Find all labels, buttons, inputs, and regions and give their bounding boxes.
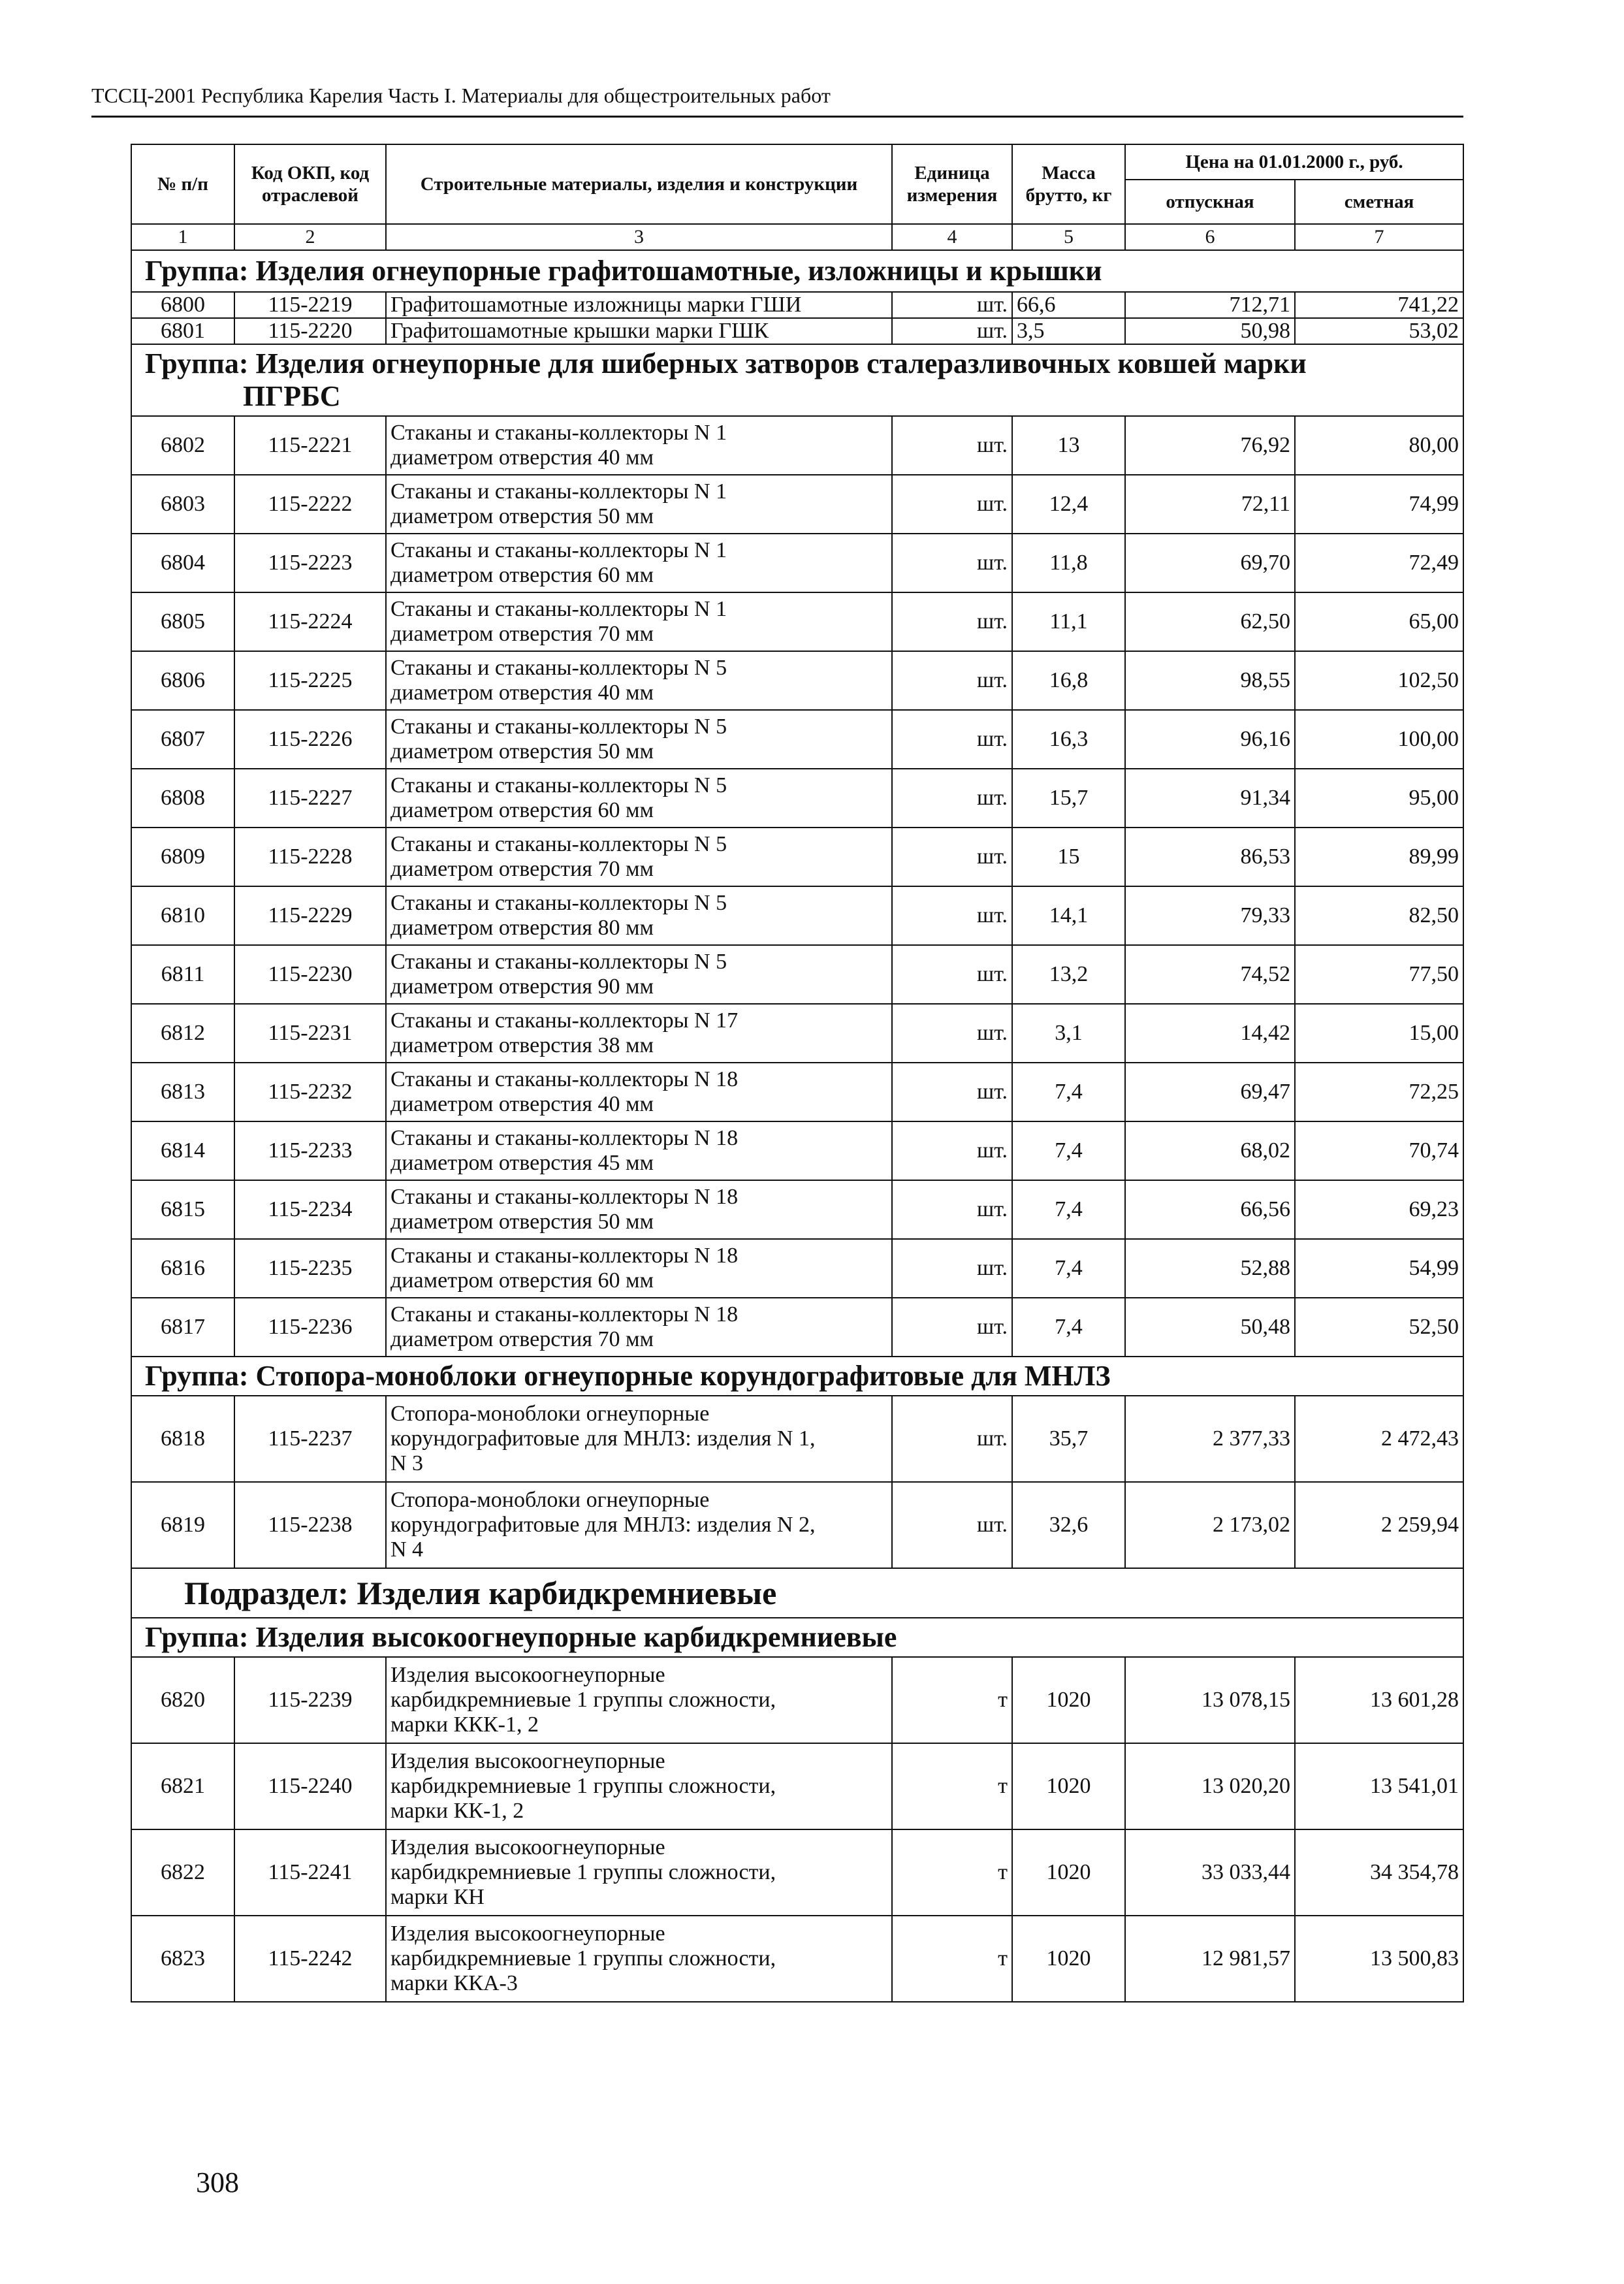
- name-line: Стаканы и стаканы-коллекторы N 1: [390, 538, 727, 562]
- cell-kod: 115-2230: [234, 945, 386, 1004]
- cell-unit: шт.: [892, 1239, 1012, 1298]
- cell-unit: шт.: [892, 1063, 1012, 1121]
- name-line: Стаканы и стаканы-коллекторы N 5: [390, 950, 727, 974]
- cell-smet: 13 601,28: [1295, 1657, 1463, 1743]
- cell-kod: 115-2232: [234, 1063, 386, 1121]
- header-otp: отпускная: [1125, 180, 1295, 224]
- cell-kod: 115-2241: [234, 1829, 386, 1916]
- cell-mass: 15,7: [1012, 769, 1125, 828]
- table-row: [131, 592, 1463, 651]
- cell-name: [386, 828, 892, 886]
- cell-name: [386, 769, 892, 828]
- colnum: 6: [1125, 224, 1295, 250]
- cell-kod: 115-2237: [234, 1396, 386, 1482]
- cell-mass: 7,4: [1012, 1239, 1125, 1298]
- cell-n: 6811: [131, 945, 234, 1004]
- colnum: 3: [386, 224, 892, 250]
- name-line: корундографитовые для МНЛЗ: изделия N 2,: [390, 1513, 816, 1537]
- cell-name: [386, 1063, 892, 1121]
- cell-name: [386, 1239, 892, 1298]
- cell-name: [386, 1657, 892, 1743]
- table-row: [131, 1121, 1463, 1180]
- table-row: [131, 828, 1463, 886]
- cell-n: 6805: [131, 592, 234, 651]
- cell-otp: 2 173,02: [1125, 1482, 1295, 1568]
- cell-kod: 115-2223: [234, 534, 386, 592]
- name-line: диаметром отверстия 60 мм: [390, 1268, 654, 1293]
- cell-smet: 82,50: [1295, 886, 1463, 945]
- name-line: Стаканы и стаканы-коллекторы N 18: [390, 1244, 739, 1268]
- name-line: диаметром отверстия 40 мм: [390, 1092, 654, 1116]
- name-line: корундографитовые для МНЛЗ: изделия N 1,: [390, 1426, 816, 1451]
- cell-unit: шт.: [892, 534, 1012, 592]
- cell-otp: 79,33: [1125, 886, 1295, 945]
- cell-unit: шт.: [892, 886, 1012, 945]
- cell-name: [386, 1829, 892, 1916]
- cell-mass: 15: [1012, 828, 1125, 886]
- cell-n: 6816: [131, 1239, 234, 1298]
- name-line: диаметром отверстия 50 мм: [390, 504, 654, 528]
- name-line: Стаканы и стаканы-коллекторы N 5: [390, 773, 727, 797]
- name-line: Изделия высокоогнеупорные: [390, 1922, 665, 1946]
- cell-mass: 1020: [1012, 1743, 1125, 1829]
- price-table: [131, 144, 1464, 2003]
- name-line: Стаканы и стаканы-коллекторы N 18: [390, 1185, 739, 1209]
- cell-name: Графитошамотные крышки марки ГШК: [386, 318, 892, 344]
- cell-n: 6814: [131, 1121, 234, 1180]
- colnum: 7: [1295, 224, 1463, 250]
- cell-name: [386, 1298, 892, 1357]
- table-row: [131, 769, 1463, 828]
- cell-otp: 13 078,15: [1125, 1657, 1295, 1743]
- header-smet: сметная: [1295, 180, 1463, 224]
- table-row: [131, 1396, 1463, 1482]
- cell-kod: 115-2242: [234, 1916, 386, 2002]
- table-row: [131, 292, 1463, 318]
- name-line: Стаканы и стаканы-коллекторы N 18: [390, 1302, 739, 1327]
- table-row: [131, 710, 1463, 769]
- table-row: [131, 651, 1463, 710]
- cell-name: Графитошамотные изложницы марки ГШИ: [386, 292, 892, 318]
- name-line: диаметром отверстия 90 мм: [390, 974, 654, 999]
- group-title-line: ПГРБС: [243, 380, 341, 412]
- cell-n: 6803: [131, 475, 234, 534]
- subsection-title: Подраздел: Изделия карбидкремниевые: [131, 1568, 1463, 1618]
- cell-smet: 34 354,78: [1295, 1829, 1463, 1916]
- cell-name: [386, 534, 892, 592]
- cell-n: 6822: [131, 1829, 234, 1916]
- cell-n: 6809: [131, 828, 234, 886]
- cell-unit: т: [892, 1916, 1012, 2002]
- cell-n: 6800: [131, 292, 234, 318]
- name-line: диаметром отверстия 40 мм: [390, 445, 654, 470]
- cell-kod: 115-2226: [234, 710, 386, 769]
- cell-name: [386, 592, 892, 651]
- cell-smet: 100,00: [1295, 710, 1463, 769]
- name-line: диаметром отверстия 38 мм: [390, 1033, 654, 1057]
- cell-name: [386, 710, 892, 769]
- cell-unit: шт.: [892, 475, 1012, 534]
- cell-n: 6812: [131, 1004, 234, 1063]
- cell-unit: шт.: [892, 416, 1012, 475]
- cell-n: 6815: [131, 1180, 234, 1239]
- cell-unit: шт.: [892, 1121, 1012, 1180]
- cell-n: 6820: [131, 1657, 234, 1743]
- cell-otp: 52,88: [1125, 1239, 1295, 1298]
- table-row: [131, 318, 1463, 344]
- table-row: [131, 1743, 1463, 1829]
- cell-name: [386, 1743, 892, 1829]
- cell-kod: 115-2222: [234, 475, 386, 534]
- cell-kod: 115-2240: [234, 1743, 386, 1829]
- cell-unit: шт.: [892, 945, 1012, 1004]
- table-row: [131, 1298, 1463, 1357]
- table-row: [131, 1482, 1463, 1568]
- cell-kod: 115-2219: [234, 292, 386, 318]
- cell-name: [386, 475, 892, 534]
- cell-name: [386, 886, 892, 945]
- cell-otp: 13 020,20: [1125, 1743, 1295, 1829]
- cell-otp: 14,42: [1125, 1004, 1295, 1063]
- colnum: 5: [1012, 224, 1125, 250]
- cell-n: 6813: [131, 1063, 234, 1121]
- cell-n: 6801: [131, 318, 234, 344]
- header-name: Строительные материалы, изделия и конструкции: [386, 144, 892, 224]
- cell-unit: т: [892, 1657, 1012, 1743]
- colnum: 4: [892, 224, 1012, 250]
- cell-smet: 65,00: [1295, 592, 1463, 651]
- cell-unit: шт.: [892, 318, 1012, 344]
- cell-kod: 115-2236: [234, 1298, 386, 1357]
- cell-otp: 68,02: [1125, 1121, 1295, 1180]
- name-line: диаметром отверстия 70 мм: [390, 1327, 654, 1351]
- cell-otp: 66,56: [1125, 1180, 1295, 1239]
- cell-smet: 72,25: [1295, 1063, 1463, 1121]
- name-line: Стаканы и стаканы-коллекторы N 5: [390, 715, 727, 739]
- cell-kod: 115-2234: [234, 1180, 386, 1239]
- cell-unit: шт.: [892, 1298, 1012, 1357]
- cell-unit: шт.: [892, 769, 1012, 828]
- page-header: ТССЦ-2001 Республика Карелия Часть I. Материалы для общестроительных работ: [91, 84, 831, 107]
- cell-n: 6802: [131, 416, 234, 475]
- name-line: диаметром отверстия 40 мм: [390, 681, 654, 705]
- name-line: N 4: [390, 1537, 424, 1562]
- cell-mass: 7,4: [1012, 1180, 1125, 1239]
- cell-name: [386, 1180, 892, 1239]
- cell-smet: 52,50: [1295, 1298, 1463, 1357]
- cell-otp: 86,53: [1125, 828, 1295, 886]
- name-line: Стаканы и стаканы-коллекторы N 1: [390, 597, 727, 621]
- name-line: Стаканы и стаканы-коллекторы N 5: [390, 891, 727, 915]
- cell-mass: 35,7: [1012, 1396, 1125, 1482]
- cell-name: [386, 945, 892, 1004]
- cell-kod: 115-2227: [234, 769, 386, 828]
- name-line: марки КН: [390, 1885, 485, 1909]
- table-row: [131, 1916, 1463, 2002]
- name-line: диаметром отверстия 50 мм: [390, 739, 654, 764]
- cell-otp: 69,47: [1125, 1063, 1295, 1121]
- cell-mass: 13: [1012, 416, 1125, 475]
- cell-smet: 54,99: [1295, 1239, 1463, 1298]
- cell-mass: 13,2: [1012, 945, 1125, 1004]
- cell-mass: 3,5: [1012, 318, 1125, 344]
- group-title: Группа: Изделия высокоогнеупорные карбидкремниевые: [131, 1618, 1463, 1657]
- cell-smet: 13 541,01: [1295, 1743, 1463, 1829]
- cell-mass: 14,1: [1012, 886, 1125, 945]
- name-line: марки ККК-1, 2: [390, 1713, 539, 1737]
- cell-mass: 1020: [1012, 1916, 1125, 2002]
- cell-kod: 115-2231: [234, 1004, 386, 1063]
- name-line: диаметром отверстия 70 мм: [390, 622, 654, 646]
- cell-smet: 15,00: [1295, 1004, 1463, 1063]
- table-row: [131, 1180, 1463, 1239]
- cell-otp: 50,98: [1125, 318, 1295, 344]
- cell-n: 6821: [131, 1743, 234, 1829]
- name-line: Стаканы и стаканы-коллекторы N 18: [390, 1067, 739, 1091]
- cell-smet: 74,99: [1295, 475, 1463, 534]
- cell-kod: 115-2229: [234, 886, 386, 945]
- cell-otp: 62,50: [1125, 592, 1295, 651]
- cell-n: 6807: [131, 710, 234, 769]
- cell-smet: 77,50: [1295, 945, 1463, 1004]
- table-row: [131, 945, 1463, 1004]
- name-line: Стаканы и стаканы-коллекторы N 1: [390, 479, 727, 504]
- table-row: [131, 1829, 1463, 1916]
- cell-kod: 115-2239: [234, 1657, 386, 1743]
- cell-n: 6819: [131, 1482, 234, 1568]
- cell-mass: 3,1: [1012, 1004, 1125, 1063]
- cell-name: [386, 1482, 892, 1568]
- cell-otp: 98,55: [1125, 651, 1295, 710]
- cell-otp: 96,16: [1125, 710, 1295, 769]
- cell-smet: 70,74: [1295, 1121, 1463, 1180]
- cell-mass: 1020: [1012, 1657, 1125, 1743]
- cell-unit: шт.: [892, 1396, 1012, 1482]
- cell-n: 6823: [131, 1916, 234, 2002]
- cell-otp: 33 033,44: [1125, 1829, 1295, 1916]
- cell-name: [386, 416, 892, 475]
- cell-kod: 115-2233: [234, 1121, 386, 1180]
- cell-smet: 89,99: [1295, 828, 1463, 886]
- header-unit: Единица измерения: [892, 144, 1012, 224]
- cell-mass: 1020: [1012, 1829, 1125, 1916]
- page-number: 308: [196, 2166, 239, 2198]
- name-line: карбидкремниевые 1 группы сложности,: [390, 1946, 776, 1970]
- group-title: [131, 344, 1463, 416]
- group-title-line: Группа: Изделия огнеупорные для шиберных затворов сталеразливочных ковшей марки: [145, 347, 1307, 379]
- cell-smet: 13 500,83: [1295, 1916, 1463, 2002]
- cell-kod: 115-2228: [234, 828, 386, 886]
- name-line: диаметром отверстия 80 мм: [390, 916, 654, 940]
- name-line: Стаканы и стаканы-коллекторы N 18: [390, 1126, 739, 1150]
- header-kod: Код ОКП, код отраслевой: [234, 144, 386, 224]
- cell-kod: 115-2225: [234, 651, 386, 710]
- cell-name: [386, 1396, 892, 1482]
- cell-mass: 7,4: [1012, 1121, 1125, 1180]
- cell-otp: 2 377,33: [1125, 1396, 1295, 1482]
- cell-smet: 69,23: [1295, 1180, 1463, 1239]
- cell-unit: шт.: [892, 828, 1012, 886]
- cell-mass: 7,4: [1012, 1298, 1125, 1357]
- cell-unit: шт.: [892, 710, 1012, 769]
- table-row: [131, 475, 1463, 534]
- name-line: карбидкремниевые 1 группы сложности,: [390, 1774, 776, 1798]
- table-row: [131, 1239, 1463, 1298]
- cell-kod: 115-2238: [234, 1482, 386, 1568]
- name-line: Стаканы и стаканы-коллекторы N 5: [390, 832, 727, 856]
- group-3-rows: [131, 1396, 1463, 1568]
- cell-name: [386, 651, 892, 710]
- cell-name: [386, 1916, 892, 2002]
- cell-kod: 115-2224: [234, 592, 386, 651]
- cell-mass: 16,8: [1012, 651, 1125, 710]
- cell-unit: шт.: [892, 1482, 1012, 1568]
- table-row: [131, 1657, 1463, 1743]
- table-row: [131, 534, 1463, 592]
- cell-unit: т: [892, 1743, 1012, 1829]
- cell-unit: шт.: [892, 592, 1012, 651]
- cell-smet: 2 259,94: [1295, 1482, 1463, 1568]
- cell-name: [386, 1121, 892, 1180]
- name-line: Изделия высокоогнеупорные: [390, 1663, 665, 1687]
- group-title: Группа: Стопора-моноблоки огнеупорные корундографитовые для МНЛЗ: [131, 1357, 1463, 1396]
- name-line: Стопора-моноблоки огнеупорные: [390, 1488, 710, 1512]
- cell-smet: 53,02: [1295, 318, 1463, 344]
- cell-n: 6818: [131, 1396, 234, 1482]
- cell-mass: 12,4: [1012, 475, 1125, 534]
- cell-mass: 66,6: [1012, 292, 1125, 318]
- cell-name: [386, 1004, 892, 1063]
- cell-unit: шт.: [892, 1180, 1012, 1239]
- name-line: Изделия высокоогнеупорные: [390, 1749, 665, 1773]
- cell-mass: 32,6: [1012, 1482, 1125, 1568]
- header-n: № п/п: [131, 144, 234, 224]
- name-line: карбидкремниевые 1 группы сложности,: [390, 1860, 776, 1884]
- colnum: 2: [234, 224, 386, 250]
- cell-smet: 102,50: [1295, 651, 1463, 710]
- group-4-rows: [131, 1657, 1463, 2002]
- cell-mass: 11,1: [1012, 592, 1125, 651]
- cell-otp: 76,92: [1125, 416, 1295, 475]
- name-line: диаметром отверстия 60 мм: [390, 563, 654, 587]
- cell-smet: 95,00: [1295, 769, 1463, 828]
- cell-otp: 12 981,57: [1125, 1916, 1295, 2002]
- cell-otp: 72,11: [1125, 475, 1295, 534]
- header-mass: Масса брутто, кг: [1012, 144, 1125, 224]
- colnum: 1: [131, 224, 234, 250]
- cell-n: 6817: [131, 1298, 234, 1357]
- cell-mass: 7,4: [1012, 1063, 1125, 1121]
- group-2-rows: [131, 416, 1463, 1357]
- name-line: диаметром отверстия 50 мм: [390, 1210, 654, 1234]
- cell-smet: 741,22: [1295, 292, 1463, 318]
- table-row: [131, 1063, 1463, 1121]
- cell-kod: 115-2235: [234, 1239, 386, 1298]
- cell-n: 6806: [131, 651, 234, 710]
- cell-unit: шт.: [892, 292, 1012, 318]
- cell-mass: 16,3: [1012, 710, 1125, 769]
- group-title: Группа: Изделия огнеупорные графитошамотные, изложницы и крышки: [131, 250, 1463, 292]
- table-row: [131, 1004, 1463, 1063]
- cell-kod: 115-2220: [234, 318, 386, 344]
- table-row: [131, 886, 1463, 945]
- cell-unit: шт.: [892, 651, 1012, 710]
- cell-unit: т: [892, 1829, 1012, 1916]
- header-price: Цена на 01.01.2000 г., руб.: [1125, 144, 1463, 180]
- cell-kod: 115-2221: [234, 416, 386, 475]
- cell-otp: 74,52: [1125, 945, 1295, 1004]
- cell-unit: шт.: [892, 1004, 1012, 1063]
- cell-otp: 712,71: [1125, 292, 1295, 318]
- cell-smet: 2 472,43: [1295, 1396, 1463, 1482]
- cell-smet: 72,49: [1295, 534, 1463, 592]
- name-line: N 3: [390, 1451, 424, 1475]
- name-line: диаметром отверстия 45 мм: [390, 1151, 654, 1175]
- name-line: диаметром отверстия 70 мм: [390, 857, 654, 881]
- cell-otp: 91,34: [1125, 769, 1295, 828]
- cell-otp: 50,48: [1125, 1298, 1295, 1357]
- cell-mass: 11,8: [1012, 534, 1125, 592]
- cell-otp: 69,70: [1125, 534, 1295, 592]
- name-line: марки КК-1, 2: [390, 1799, 524, 1823]
- name-line: карбидкремниевые 1 группы сложности,: [390, 1688, 776, 1712]
- cell-n: 6810: [131, 886, 234, 945]
- cell-n: 6804: [131, 534, 234, 592]
- cell-smet: 80,00: [1295, 416, 1463, 475]
- name-line: Стаканы и стаканы-коллекторы N 17: [390, 1008, 739, 1033]
- table-row: [131, 416, 1463, 475]
- name-line: Стаканы и стаканы-коллекторы N 5: [390, 656, 727, 680]
- name-line: диаметром отверстия 60 мм: [390, 798, 654, 822]
- name-line: Стопора-моноблоки огнеупорные: [390, 1402, 710, 1426]
- name-line: марки ККА-3: [390, 1971, 518, 1995]
- name-line: Изделия высокоогнеупорные: [390, 1835, 665, 1859]
- name-line: Стаканы и стаканы-коллекторы N 1: [390, 421, 727, 445]
- header-rule: [91, 116, 1463, 118]
- cell-n: 6808: [131, 769, 234, 828]
